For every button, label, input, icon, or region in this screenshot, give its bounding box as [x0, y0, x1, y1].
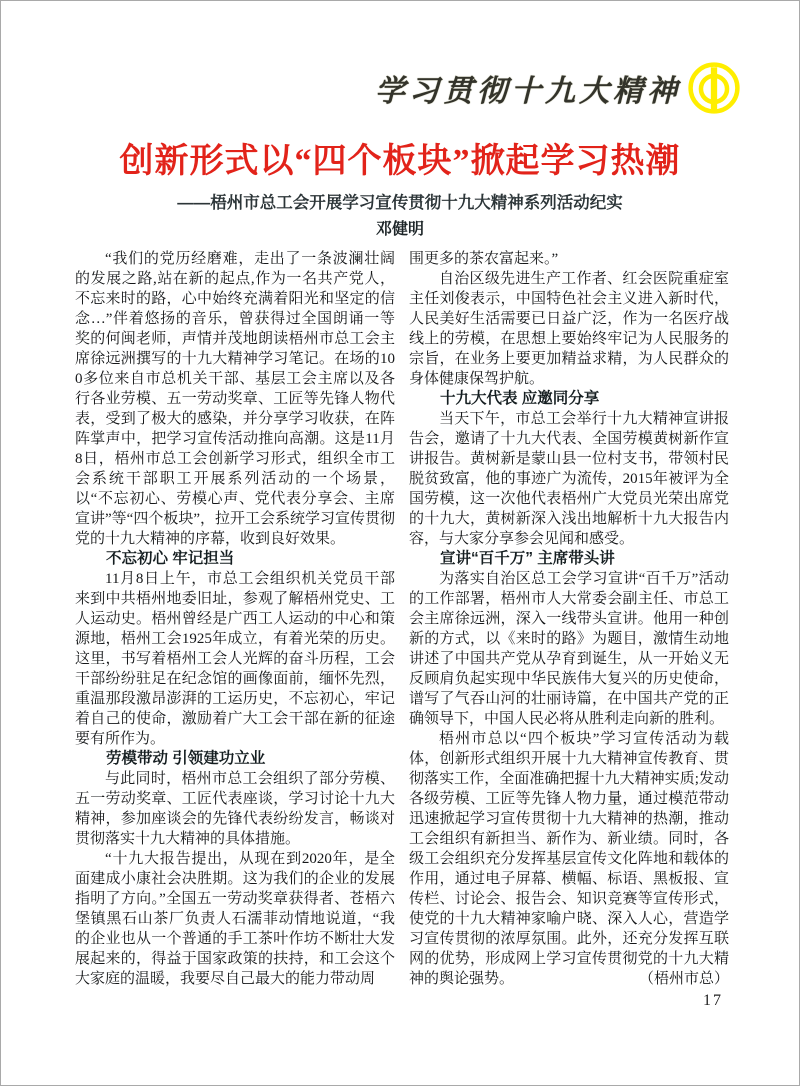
section-heading-buwangchuxin: 不忘初心 牢记担当: [106, 550, 235, 567]
body-paragraph: 当天下午，市总工会举行十九大精神宣讲报告会，邀请了十九大代表、全国劳模黄树新作宣讲报告。黄树新是蒙山县一位村支书，带领村民脱贫致富，他的事迹广为流传，2015年被评为全国劳模，这一次他代表梧州广大党员光荣出席党的十九大，黄树新深入浅出地解析十九大报告内容，与大家分享参会见闻和感受。: [409, 411, 729, 547]
body-paragraph-text: 梧州市总以“四个板块”学习宣传活动为载体，创新形式组织开展十九大精神宣传教育、贯彻落实工作，全面准确把握十九大精神实质;发动各级劳模、工匠等先锋人物力量，通过模范带动迅速掀起学习宣传贯彻十九大精神的热潮，推动工会组织有新担当、新作为、新业绩。同时，各级工会组织充分发挥基层宣传文化阵地和载体的作用，通过电子屏幕、横幅、标语、黑板报、宣传栏、讨论会、报告会、知识竞赛等宣传形式，使党的十九大精神家喻户晓、深入人心，营造学习宣传贯彻的浓厚氛围。此外，还充分发挥互联网的优势，形成网上学习宣传贯彻党的十九大精神的舆论强势。: [409, 731, 729, 987]
page-header: [1, 1, 799, 115]
body-paragraph: 为落实自治区总工会学习宣讲“百千万”活动的工作部署，梧州市人大常委会副主任、市总工会主席徐远洲，深入一线带头宣讲。他用一种创新的方式，以《来时的路》为题目，激情生动地讲述了中国共产党从孕育到诞生，从一开始义无反顾肩负起实现中华民族伟大复兴的历史使命，谱写了气吞山河的壮丽诗篇，在中国共产党的正确领导下，中国人民必将从胜利走向新的胜利。: [409, 571, 729, 727]
body-paragraph: 与此同时，梧州市总工会组织了部分劳模、五一劳动奖章、工匠代表座谈，学习讨论十九大精神，参加座谈会的先锋代表纷纷发言，畅谈对贯彻落实十九大精神的具体措施。: [75, 771, 395, 847]
right-column: [409, 249, 729, 989]
body-paragraph: “我们的党历经磨难，走出了一条波澜壮阔的发展之路,站在新的起点,作为一名共产党人，不忘来时的路，心中始终充满着阳光和坚定的信念…”伴着悠扬的音乐，曾获得过全国朗诵一等奖的何闽老师，声情并茂地朗读梧州市总工会主席徐远洲撰写的十九大精神学习笔记。在场的100多位来自市总机关干部、基层工会主席以及各行各业劳模、五一劳动奖章、工匠等先锋人物代表，受到了极大的感染，并分享学习收获，在阵阵掌声中，把学习宣传活动推向高潮。这是11月8日，梧州市总工会创新学习形式，组织全市工会系统干部职工开展系列活动的一个场景，以“不忘初心、劳模心声、党代表分享会、主席宣讲”等“四个板块”，拉开工会系统学习宣传贯彻党的十九大精神的序幕，收到良好效果。: [75, 251, 395, 547]
section-heading-laomodaidong: 劳模带动 引领建功立业: [106, 750, 266, 767]
section-heading-xuanjiangbaiqianwan: 宣讲“百千万” 主席带头讲: [440, 550, 615, 567]
page-number: 17: [703, 992, 723, 1009]
header-slogan: 学习贯彻十九大精神: [375, 75, 681, 108]
article-author: 邓健明: [375, 221, 424, 238]
article-subtitle: ——梧州市总工会开展学习宣传贯彻十九大精神系列活动纪实: [177, 194, 623, 212]
body-paragraph-last: [409, 729, 729, 989]
body-paragraph: 11月8日上午，市总工会组织机关党员干部来到中共梧州地委旧址，参观了解梧州党史、工人运动史。梧州曾经是广西工人运动的中心和策源地，梧州工会1925年成立，有着光荣的历史。这里，书写着梧州工会人光辉的奋斗历程，工会干部纷纷驻足在纪念馆的画像面前，缅怀先烈，重温那段激昂澎湃的工运历史，不忘初心，牢记着自己的使命，激励着广大工会干部在新的征途要有所作为。: [75, 571, 395, 747]
body-paragraph: 自治区级先进生产工作者、红会医院重症室主任刘俊表示，中国特色社会主义进入新时代，人民美好生活需要已日益广泛，作为一名医疗战线上的劳模，在思想上要始终牢记为人民服务的宗旨，在业务上要更加精益求精，为人民群众的身体健康保驾护航。: [409, 271, 729, 387]
body-paragraph: “十九大报告提出，从现在到2020年，是全面建成小康社会决胜期。这为我们的企业的发展指明了方向。”全国五一劳动奖章获得者、苍梧六堡镇黑石山茶厂负责人石濡菲动情地说道，“我的企业也从一个普通的手工茶叶作坊不断壮大发展起来的，得益于国家政策的扶持，和工会这个大家庭的温暖，我要尽自己最大的能力带动周: [75, 851, 395, 987]
trade-union-emblem-icon: [687, 61, 741, 115]
left-column: [75, 249, 395, 989]
article-byline: （梧州市总）: [638, 971, 729, 987]
body-paragraph-continuation: 围更多的茶农富起来。”: [409, 251, 559, 267]
section-heading-shijiudadaibiao: 十九大代表 应邀同分享: [440, 390, 600, 407]
article-title: 创新形式以“四个板块”掀起学习热潮: [119, 143, 681, 180]
article-body: [1, 240, 799, 989]
